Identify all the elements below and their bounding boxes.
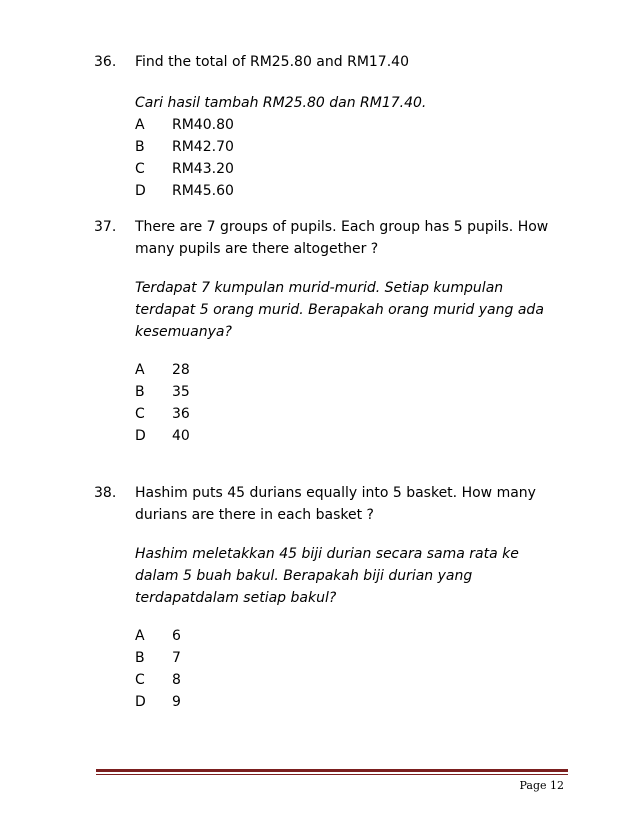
question-number: 38. bbox=[94, 485, 117, 501]
option-value: RM40.80 bbox=[172, 117, 234, 133]
option-value: 28 bbox=[172, 362, 190, 378]
option-b bbox=[135, 136, 574, 158]
question-text-english-line-2: durians are there in each basket ? bbox=[135, 507, 374, 523]
option-letter: C bbox=[135, 406, 145, 422]
question-text-malay-line-2: terdapat 5 orang murid. Berapakah orang murid yang ada bbox=[135, 302, 544, 318]
option-letter: C bbox=[135, 672, 145, 688]
option-d bbox=[135, 425, 574, 447]
question-number: 37. bbox=[94, 219, 117, 235]
question-text-malay-line-1: Terdapat 7 kumpulan murid-murid. Setiap kumpulan bbox=[135, 280, 504, 296]
option-letter: B bbox=[135, 384, 145, 400]
option-letter: D bbox=[135, 183, 146, 199]
option-c bbox=[135, 158, 574, 180]
question-text-malay: Cari hasil tambah RM25.80 dan RM17.40. bbox=[135, 95, 427, 111]
option-d bbox=[135, 180, 574, 202]
option-a bbox=[135, 114, 574, 136]
option-c bbox=[135, 669, 574, 691]
question-number: 36. bbox=[94, 54, 117, 70]
question-36 bbox=[94, 51, 574, 202]
option-a bbox=[135, 625, 574, 647]
option-value: 8 bbox=[172, 672, 181, 688]
question-38 bbox=[94, 482, 574, 713]
option-letter: A bbox=[135, 628, 145, 644]
question-text-malay-line-2: dalam 5 buah bakul. Berapakah biji durian yang bbox=[135, 568, 473, 584]
question-text-english: Find the total of RM25.80 and RM17.40 bbox=[135, 54, 409, 70]
question-text-english-line-1: Hashim puts 45 durians equally into 5 basket. How many bbox=[135, 485, 536, 501]
option-value: 6 bbox=[172, 628, 181, 644]
question-text-malay-line-3: kesemuanya? bbox=[135, 324, 232, 340]
option-value: RM42.70 bbox=[172, 139, 234, 155]
option-b bbox=[135, 647, 574, 669]
option-value: 40 bbox=[172, 428, 190, 444]
question-text-english-line-2: many pupils are there altogether ? bbox=[135, 241, 379, 257]
option-value: 35 bbox=[172, 384, 190, 400]
question-stem bbox=[94, 51, 574, 73]
footer-rule-thick bbox=[96, 769, 568, 772]
question-text-malay-line-3: terdapatdalam setiap bakul? bbox=[135, 590, 337, 606]
option-letter: B bbox=[135, 139, 145, 155]
option-value: 7 bbox=[172, 650, 181, 666]
option-value: RM43.20 bbox=[172, 161, 234, 177]
option-letter: B bbox=[135, 650, 145, 666]
option-b bbox=[135, 381, 574, 403]
question-stem bbox=[94, 216, 574, 260]
option-letter: D bbox=[135, 694, 146, 710]
option-d bbox=[135, 691, 574, 713]
option-letter: C bbox=[135, 161, 145, 177]
option-value: 9 bbox=[172, 694, 181, 710]
option-letter: A bbox=[135, 117, 145, 133]
question-text-malay-line-1: Hashim meletakkan 45 biji durian secara sama rata ke bbox=[135, 546, 519, 562]
page-number: Page 12 bbox=[519, 779, 564, 792]
question-text-english-line-1: There are 7 groups of pupils. Each group has 5 pupils. How bbox=[135, 219, 549, 235]
option-value: RM45.60 bbox=[172, 183, 234, 199]
option-a bbox=[135, 359, 574, 381]
option-c bbox=[135, 403, 574, 425]
option-value: 36 bbox=[172, 406, 190, 422]
footer-rule-thin bbox=[96, 774, 568, 775]
question-37 bbox=[94, 216, 574, 447]
option-letter: A bbox=[135, 362, 145, 378]
option-letter: D bbox=[135, 428, 146, 444]
question-stem bbox=[94, 482, 574, 526]
